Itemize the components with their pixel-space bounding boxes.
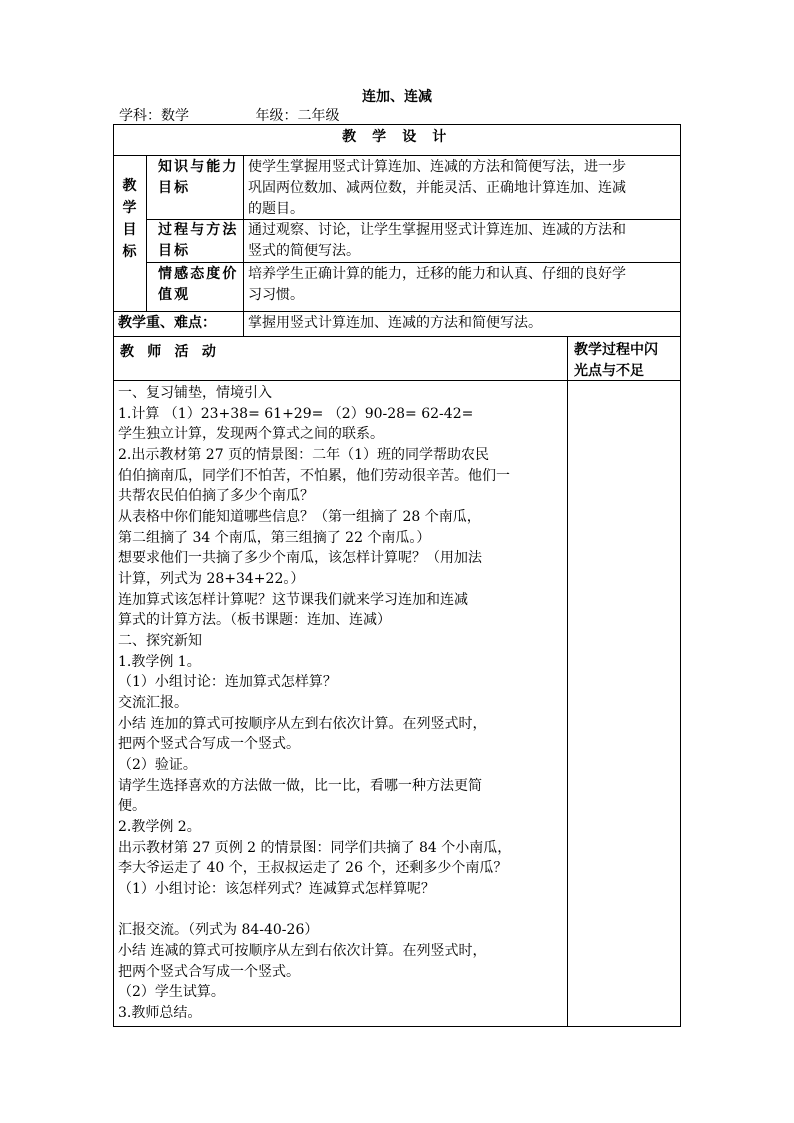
document-title: 连加、连减 xyxy=(362,89,432,105)
content-line: 二、探究新知 xyxy=(118,633,202,649)
content-line: 3.教师总结。 xyxy=(118,1005,202,1021)
highlight-header: 教学过程中闪 光点与不足 xyxy=(574,342,658,379)
content-line: 算式的计算方法。（板书课题：连加、连减） xyxy=(118,612,391,628)
content-line: 小结 连减的算式可按顺序从左到右依次计算。在列竖式时， xyxy=(118,943,487,959)
content-line: 共帮农民伯伯摘了多少个南瓜？ xyxy=(118,488,314,504)
content-line: 交流汇报。 xyxy=(118,695,188,711)
process-label: 过程与方法目标 xyxy=(158,222,239,259)
content-line: 2.教学例 2。 xyxy=(118,819,201,835)
content-line: 请学生选择喜欢的方法做一做，比一比，看哪一种方法更简 xyxy=(118,778,482,794)
goals-side-label: 教 学 目 标 xyxy=(122,178,137,260)
content-line: 连加算式该怎样计算呢？这节课我们就来学习连加和连减 xyxy=(118,592,468,608)
content-line: 李大爷运走了 40 个，王叔叔运走了 26 个，还剩多少个南瓜？ xyxy=(118,860,508,876)
design-header: 教 学 设 计 xyxy=(342,129,452,145)
content-line: 学生独立计算，发现两个算式之间的联系。 xyxy=(118,426,384,442)
content-line: 汇报交流。（列式为 84-40-26） xyxy=(118,922,319,938)
content-line: 伯伯摘南瓜，同学们不怕苦，不怕累，他们劳动很辛苦。他们一 xyxy=(118,468,510,484)
content-line: 一、复习铺垫，情境引入 xyxy=(118,385,272,401)
activity-header: 教 师 活 动 xyxy=(120,344,221,360)
key-points-text: 掌握用竖式计算连加、连减的方法和简便写法。 xyxy=(248,315,542,331)
content-line: （1）小组讨论：连加算式怎样算？ xyxy=(118,674,337,690)
content-line: 便。 xyxy=(118,798,146,814)
content-line: 从表格中你们能知道哪些信息？（第一组摘了 28 个南瓜， xyxy=(118,509,481,525)
key-points-label: 教学重、难点： xyxy=(118,315,216,331)
content-line: （2）验证。 xyxy=(118,757,197,773)
content-line: 第二组摘了 34 个南瓜，第三组摘了 22 个南瓜。） xyxy=(118,530,431,546)
emotion-label: 情感态度价值观 xyxy=(158,266,239,303)
grade-label: 年级：二年级 xyxy=(255,108,340,124)
content-line: 把两个竖式合写成一个竖式。 xyxy=(118,736,300,752)
content-line: （2）学生试算。 xyxy=(118,984,225,1000)
content-line: 小结 连加的算式可按顺序从左到右依次计算。在列竖式时， xyxy=(118,716,487,732)
content-line: 2.出示教材第 27 页的情景图：二年（1）班的同学帮助农民 xyxy=(118,447,489,463)
content-line: 1.教学例 1。 xyxy=(118,654,201,670)
document-page: 连加、连减 学科：数学 年级：二年级 教 学 设 计 教 学 目 标 知识与能力目标 使学生掌握用竖式计算连加、连减的方法和简便写法，进一步 巩固两位数加、减两位数，并能灵活、正确地计算连加、连减 的题目。 过程与方法目标 通过观察、讨论，让学生掌握用竖式计算连加、连减的方法和 竖式的简便写法。 情感态度价值观 培养学生正确计算的能力，迁移的能力和认真、仔细的良好学 习习惯。 教学重、难点： 掌握用竖式计算连加、连减的方法和简便写法。 教 师 活 动 教学过程中闪 光点与不足 一、复习铺垫，情境引入 1.计算 （1）23+38= 61+29= （2）90-28= 62-42= 学生独立计算，发现两个算式之间的联系。 2.出示教材第 27 页的情景图：二年（1）班的同学帮助农民 伯伯摘南瓜，同学们不怕苦，不怕累，他们劳动很辛苦。他们一 共帮农民伯伯摘了多少个南瓜？ 从表格中你们能知道哪些信息？（第一组摘了 28 个南瓜， 第二组摘了 34 个南瓜，第三组摘了 22 个南瓜。） 想要求他们一共摘了多少个南瓜，该怎样计算呢？（用加法 计算，列式为 28+34+22。） 连加算式该怎样计算呢？这节课我们就来学习连加和连减 算式的计算方法。（板书课题：连加、连减） 二、探究新知 1.教学例 1。 （1）小组讨论：连加算式怎样算？ 交流汇报。 小结 连加的算式可按顺序从左到右依次计算。在列竖式时， 把两个竖式合写成一个竖式。 （2）验证。 请学生选择喜欢的方法做一做，比一比，看哪一种方法更简 便。 2.教学例 2。 出示教材第 27 页例 2 的情景图：同学们共摘了 84 个小南瓜， 李大爷运走了 40 个，王叔叔运走了 26 个，还剩多少个南瓜？ （1）小组讨论：该怎样列式？连减算式怎样算呢？ 汇报交流。（列式为 84-40-26） 小结 连减的算式可按顺序从左到右依次计算。在列竖式时， 把两个竖式合写成一个竖式。 （2）学生试算。 3.教师总结。 xyxy=(0,0,794,1123)
content-line: （1）小组讨论：该怎样列式？连减算式怎样算呢？ xyxy=(118,881,435,897)
content-line: 出示教材第 27 页例 2 的情景图：同学们共摘了 84 个小南瓜， xyxy=(118,840,512,856)
content-line: 计算，列式为 28+34+22。） xyxy=(118,571,305,587)
meta-line xyxy=(119,105,339,125)
knowledge-label: 知识与能力目标 xyxy=(158,159,239,196)
content-line: 想要求他们一共摘了多少个南瓜，该怎样计算呢？（用加法 xyxy=(118,550,482,566)
content-line: 1.计算 （1）23+38= 61+29= （2）90-28= 62-42= xyxy=(118,406,474,422)
content-line: 把两个竖式合写成一个竖式。 xyxy=(118,964,300,980)
subject-label: 学科：数学 xyxy=(119,108,189,124)
